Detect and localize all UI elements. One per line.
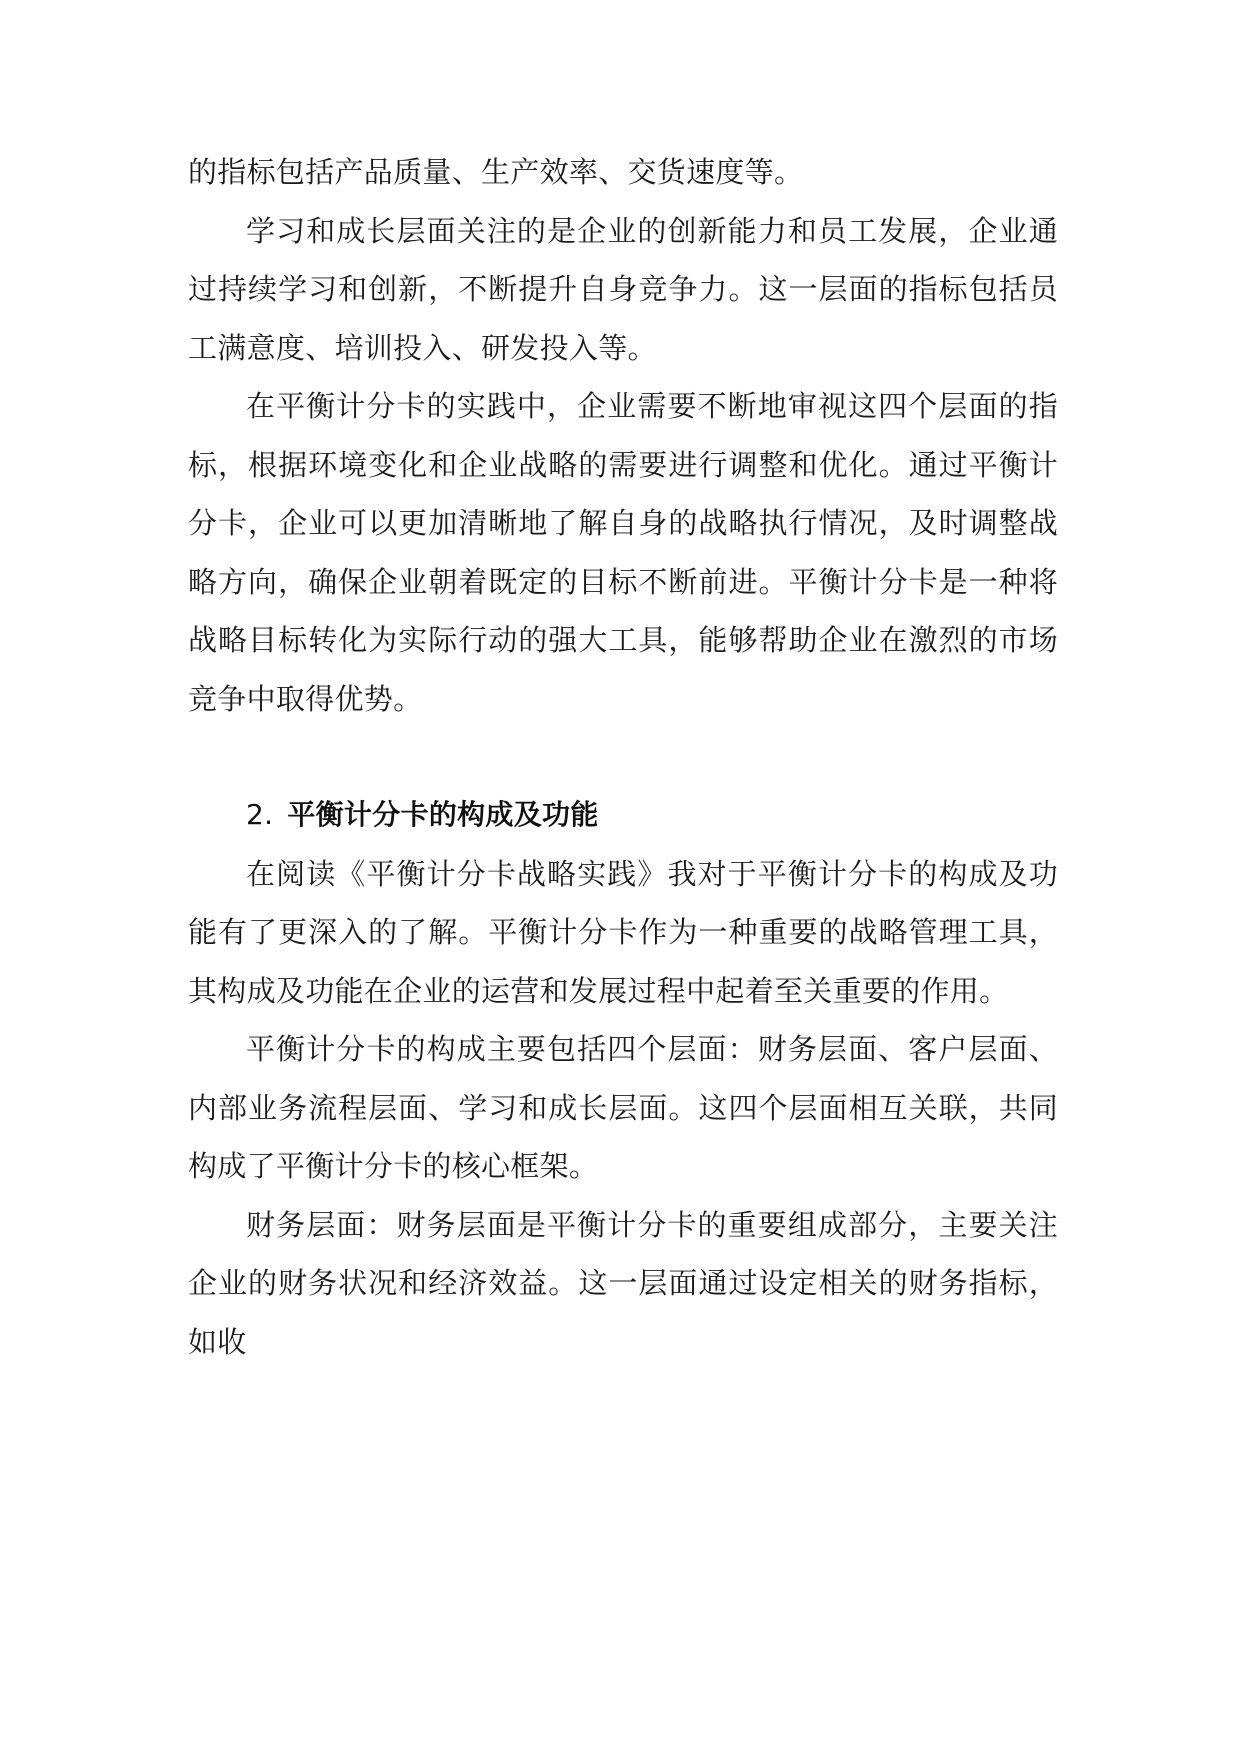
section-heading	[188, 786, 1058, 845]
paragraph-practice: 在平衡计分卡的实践中，企业需要不断地审视这四个层面的指标，根据环境变化和企业战略的需要进行调整和优化。通过平衡计分卡，企业可以更加清晰地了解自身的战略执行情况，及时调整战略方向，确保企业朝着既定的目标不断前进。平衡计分卡是一种将战略目标转化为实际行动的强大工具，能够帮助企业在激烈的市场竞争中取得优势。	[188, 389, 1058, 716]
paragraph-financial: 财务层面：财务层面是平衡计分卡的重要组成部分，主要关注企业的财务状况和经济效益。这一层面通过设定相关的财务指标，如收	[188, 1207, 1058, 1359]
paragraph-reading: 在阅读《平衡计分卡战略实践》我对于平衡计分卡的构成及功能有了更深入的了解。平衡计分卡作为一种重要的战略管理工具，其构成及功能在企业的运营和发展过程中起着至关重要的作用。	[188, 856, 1058, 1008]
paragraph-continuation: 的指标包括产品质量、生产效率、交货速度等。	[188, 155, 804, 189]
document-body	[188, 143, 1058, 1371]
section-title: 平衡计分卡的构成及功能	[287, 798, 599, 831]
paragraph-learning-growth: 学习和成长层面关注的是企业的创新能力和员工发展，企业通过持续学习和创新，不断提升自身竞争力。这一层面的指标包括员工满意度、培训投入、研发投入等。	[188, 213, 1058, 365]
paragraph-composition: 平衡计分卡的构成主要包括四个层面：财务层面、客户层面、内部业务流程层面、学习和成长层面。这四个层面相互关联，共同构成了平衡计分卡的核心框架。	[188, 1032, 1058, 1183]
section-number: 2.	[246, 798, 274, 831]
